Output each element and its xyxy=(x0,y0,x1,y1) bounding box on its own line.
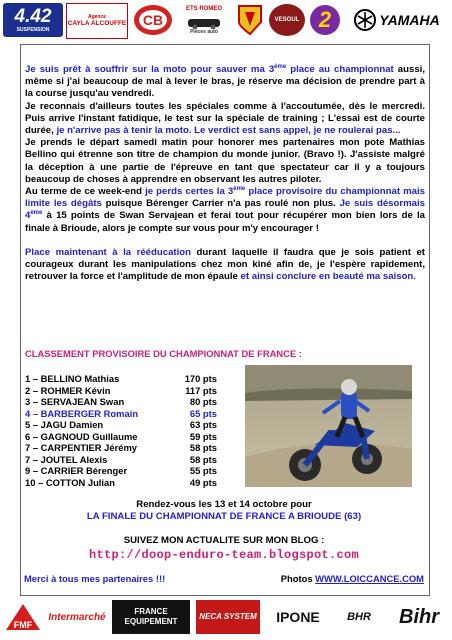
table-row: 5 – JAGU Damien 63 pts xyxy=(25,419,217,430)
top-sponsor-bar xyxy=(0,0,452,42)
logo-intermarche: Intermarché xyxy=(48,611,106,623)
table-row: 7 – JOUTEL Alexis 58 pts xyxy=(25,453,217,465)
paragraph-reeducation: Place maintenant à la rééducation durant laquelle il faudra que je sois patient et courageux durant les manipulations chez mon kiné afin de, je l'espère rapidement, retrouver la force et l'amplitude de mon épaule et ainsi conclure en beauté ma saison. xyxy=(25,246,425,283)
table-row: 2 – ROHMER Kévin 117 pts xyxy=(25,384,217,396)
logo-2: 2 xyxy=(309,3,341,37)
logo-vesoul: VESOUL xyxy=(268,3,306,37)
finale-title: LA FINALE DU CHAMPIONNAT DE FRANCE A BRIOUDE (63) xyxy=(86,511,362,522)
logo-bihr: Bihr xyxy=(399,605,439,628)
photo-credit-link[interactable]: WWW.LOICCANCE.COM xyxy=(315,573,424,584)
blog-label: SUIVEZ MON ACTUALITE SUR MON BLOG : xyxy=(123,535,325,546)
table-row: 7 – CARPENTIER Jérémy 58 pts xyxy=(25,442,217,453)
table-row: 10 – COTTON Julian 49 pts xyxy=(25,476,217,488)
logo-cayla-alcouffe: Agence CAYLA ALCOUFFE xyxy=(66,3,128,39)
logo-shield xyxy=(236,3,264,37)
paragraph-intro: Je suis prêt à souffrir sur la moto pour sauver ma 3ème place au championnat aussi, même si j'ai beaucoup de mal à lever le bras, je réserve ma décision de prendre part à la course jusqu'au vendredi. xyxy=(25,63,425,100)
table-row: 1 – BELLINO Mathias 170 pts xyxy=(25,373,217,384)
standings-table xyxy=(25,373,217,488)
thanks-text: Merci à tous mes partenaires !!! xyxy=(24,573,166,584)
finale-date: Rendez-vous les 13 et 14 octobre pour xyxy=(136,499,312,510)
table-row: 9 – CARRIER Bérenger 55 pts xyxy=(25,465,217,476)
logo-cb: CB xyxy=(132,3,174,37)
table-row-highlight: 4 – BARBERGER Romain 65 pts xyxy=(25,407,217,419)
paragraph-weekend: Au terme de ce week-end je perds certes la 3ème place provisoire du championnat mais limite les dégâts puisque Bérenger Carrier n'a pas roulé non plus. Je suis désormais 4ème à 15 points de Swan Servajean et ferai tout pour récupérer mon bien lors de la finale à Brioude, alors je compte sur vous pour m'y encourager ! xyxy=(25,185,425,234)
paragraph-saturday: Je prends le départ samedi matin pour honorer mes partenaires mon pote Mathias Bellino qui étrenne son titre de champion du monde junior. (Bravo !). J'assiste malgré la déception à une partie de l'épreuve en tant que spectateur car il y a toujours beaucoup de choses à apprendre en observant les autres piloter. xyxy=(25,137,425,185)
main-text xyxy=(25,64,425,283)
logo-ipone: IPONE xyxy=(276,609,320,625)
logo-ets-romeo: ETS ROMEO Pièces auto xyxy=(185,5,222,35)
rider-photo xyxy=(245,365,412,487)
bottom-sponsor-bar xyxy=(0,597,452,640)
standings-title: CLASSEMENT PROVISOIRE DU CHAMPIONNAT DE FRANCE : xyxy=(25,348,302,359)
logo-442: 4.42 SUSPENSION xyxy=(3,3,63,37)
table-row: 6 – GAGNOUD Guillaume 59 pts xyxy=(25,430,217,442)
logo-yamaha: YAMAHA xyxy=(345,3,449,37)
logo-neca-system: NECA SYSTEM xyxy=(196,600,260,634)
logo-fmf: FMF xyxy=(4,600,42,634)
table-row: 3 – SERVAJEAN Swan 80 pts xyxy=(25,396,217,407)
photo-credit xyxy=(281,573,424,584)
blog-link[interactable]: http://doop-enduro-team.blogspot.com xyxy=(88,548,360,562)
paragraph-training: Je reconnais d'ailleurs toutes les spéciales comme à l'accoutumée, dès le mercredi. Puis arrive l'instant fatidique, le test sur la spéciale de training ; L'essai est de courte durée, je n'arrive pas à tenir la moto. Le verdict est sans appel, je ne roulerai pas... xyxy=(25,100,425,137)
photo-credit-label: Photos xyxy=(280,573,316,584)
logo-bhr: BHR xyxy=(347,611,371,623)
logo-france-equipement: FRANCE EQUIPEMENT xyxy=(112,600,190,634)
